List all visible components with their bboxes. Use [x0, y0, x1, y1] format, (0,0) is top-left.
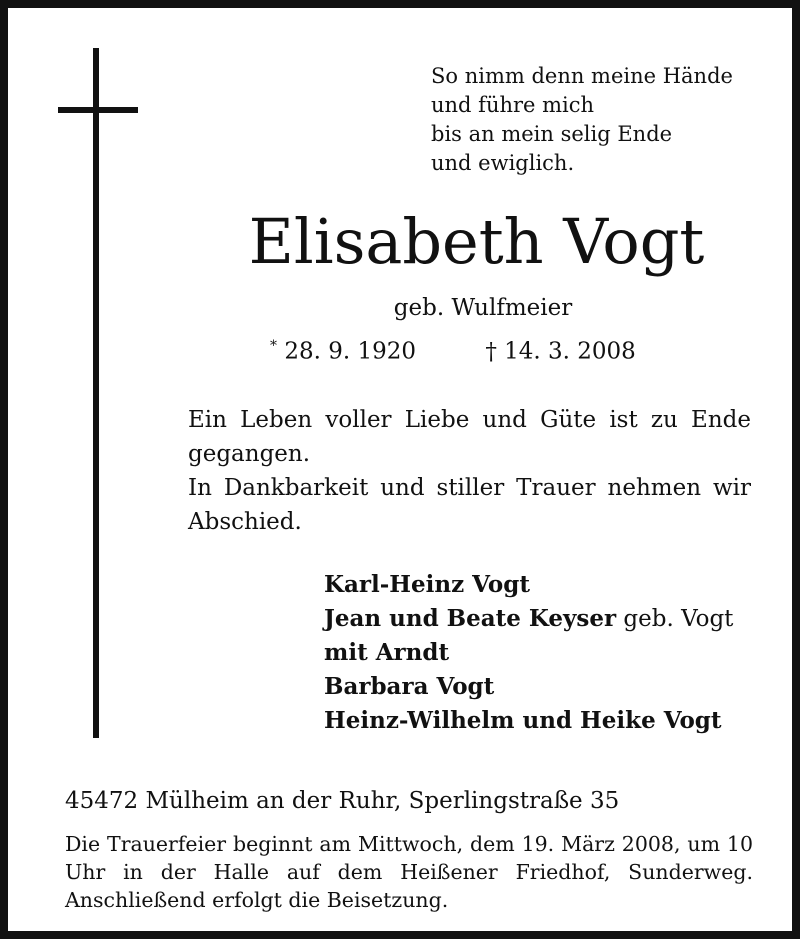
- cross-icon-horizontal-bar: [58, 107, 138, 113]
- life-dates: [270, 331, 636, 367]
- mourner: Karl-Heinz Vogt: [324, 571, 530, 598]
- deceased-name: Elisabeth Vogt: [248, 205, 705, 278]
- family-address: 45472 Mülheim an der Ruhr, Sperlingstraße 35: [65, 788, 620, 814]
- birth-star-icon: *: [270, 338, 277, 354]
- funeral-service-info: Die Trauerfeier beginnt am Mittwoch, dem 19. März 2008, um 10 Uhr in der Halle auf dem Heißener Friedhof, Sunderweg. Anschließend erfolgt die Beisetzung.: [65, 832, 753, 912]
- mourner-row: [324, 602, 733, 636]
- farewell-message: [188, 403, 751, 539]
- verse-line: und führe mich: [431, 93, 595, 117]
- maiden-name: geb. Wulfmeier: [393, 295, 573, 321]
- mourner-maiden-name: geb. Vogt: [616, 606, 734, 632]
- mourners-list: [324, 568, 733, 738]
- cross-icon-vertical-bar: [93, 48, 99, 738]
- mourner: mit Arndt: [324, 639, 450, 666]
- mourner: Barbara Vogt: [324, 673, 495, 700]
- death-cross-icon: †: [485, 338, 497, 365]
- message-paragraph: In Dankbarkeit und stiller Trauer nehmen wir Abschied.: [188, 475, 751, 535]
- birth-date: 28. 9. 1920: [284, 338, 416, 365]
- verse: [431, 62, 733, 178]
- message-paragraph: Ein Leben voller Liebe und Güte ist zu Ende gegangen.: [188, 407, 751, 467]
- mourner: Jean und Beate Keyser: [324, 605, 617, 632]
- mourner: Heinz-Wilhelm und Heike Vogt: [324, 707, 722, 734]
- death-date: 14. 3. 2008: [504, 338, 636, 365]
- verse-line: und ewiglich.: [431, 151, 575, 175]
- verse-line: bis an mein selig Ende: [431, 122, 673, 146]
- verse-line: So nimm denn meine Hände: [431, 64, 733, 88]
